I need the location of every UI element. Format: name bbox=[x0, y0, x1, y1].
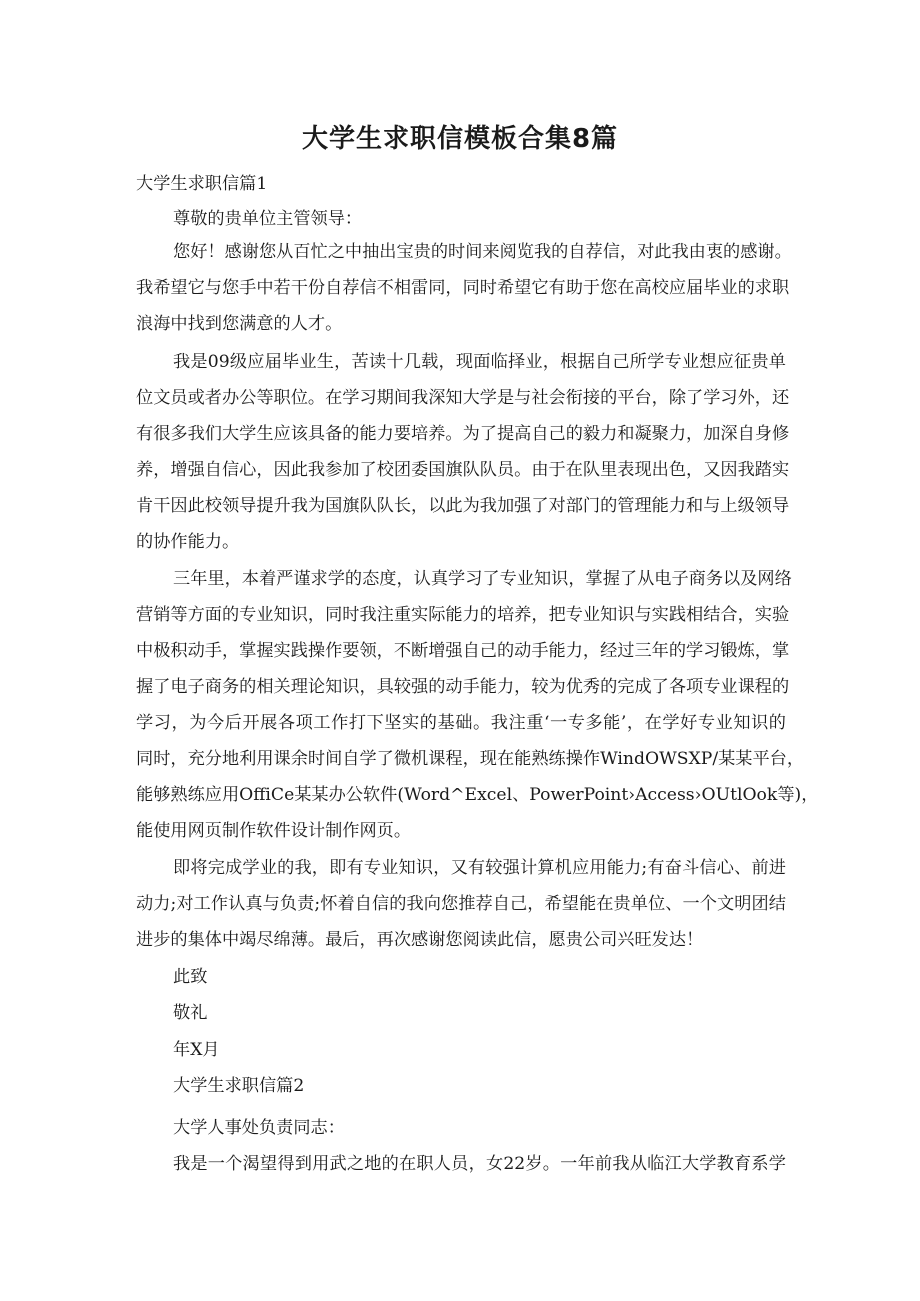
salutation-1: 尊敬的贵单位主管领导： bbox=[173, 209, 363, 229]
para3-line4: 握了电子商务的相关理论知识，具较强的动手能力，较为优秀的完成了各项专业课程的 bbox=[136, 677, 790, 697]
date-line: 年X月 bbox=[173, 1040, 220, 1060]
para2-line2: 位文员或者办公等职位。在学习期间我深知大学是与社会衔接的平台，除了学习外，还 bbox=[136, 388, 790, 408]
para1-line1: 您好！感谢您从百忙之中抽出宝贵的时间来阅览我的自荐信，对此我由衷的感谢。 bbox=[173, 242, 792, 262]
regards-line: 敬礼 bbox=[173, 1003, 208, 1023]
salutation-2: 大学人事处负责同志： bbox=[173, 1118, 345, 1138]
para3-line2: 营销等方面的专业知识，同时我注重实际能力的培养，把专业知识与实践相结合，实验 bbox=[136, 605, 790, 625]
document-title: 大学生求职信模板合集8篇 bbox=[301, 124, 619, 154]
para2-line5: 肯干因此校领导提升我为国旗队队长，以此为我加强了对部门的管理能力和与上级领导 bbox=[136, 496, 790, 516]
para4-line2: 动力;对工作认真与负责;怀着自信的我向您推荐自己，希望能在贵单位、一个文明团结 bbox=[136, 894, 786, 914]
para2-line3: 有很多我们大学生应该具备的能力要培养。为了提高自己的毅力和凝聚力，加深自身修 bbox=[136, 424, 790, 444]
para3-line6: 同时，充分地利用课余时间自学了微机课程，现在能熟练操作WindOWSXP/某某平台， bbox=[136, 749, 805, 769]
section-heading-2: 大学生求职信篇2 bbox=[173, 1076, 305, 1096]
para3-line3: 中极积动手，掌握实践操作要领，不断增强自己的动手能力，经过三年的学习锻炼，掌 bbox=[136, 641, 790, 661]
para4-line3: 进步的集体中竭尽绵薄。最后，再次感谢您阅读此信，愿贵公司兴旺发达！ bbox=[136, 930, 704, 950]
para1-line3: 浪海中找到您满意的人才。 bbox=[136, 314, 343, 334]
para1-line2: 我希望它与您手中若干份自荐信不相雷同，同时希望它有助于您在高校应届毕业的求职 bbox=[136, 278, 790, 298]
para2-line6: 的协作能力。 bbox=[136, 532, 240, 552]
para3-line8: 能使用网页制作软件设计制作网页。 bbox=[136, 821, 412, 841]
para3-line7: 能够熟练应用OffiCe某某办公软件(Word^Excel、PowerPoint›Access›OUtlOok等)， bbox=[136, 785, 819, 805]
para3-line5: 学习，为今后开展各项工作打下坚实的基础。我注重‘一专多能’，在学好专业知识的 bbox=[136, 713, 786, 733]
para2-line1: 我是09级应届毕业生，苦读十几载，现面临择业，根据自己所学专业想应征贵单 bbox=[173, 352, 786, 372]
para3-line1: 三年里，本着严谨求学的态度，认真学习了专业知识，掌握了从电子商务以及网络 bbox=[173, 569, 792, 589]
closing-line: 此致 bbox=[173, 967, 208, 987]
section-heading-1: 大学生求职信篇1 bbox=[136, 174, 268, 194]
para2-line4: 养，增强自信心，因此我参加了校团委国旗队队员。由于在队里表现出色，又因我踏实 bbox=[136, 460, 790, 480]
para4-line1: 即将完成学业的我，即有专业知识，又有较强计算机应用能力;有奋斗信心、前进 bbox=[173, 858, 786, 878]
section2-para-line1: 我是一个渴望得到用武之地的在职人员，女22岁。一年前我从临江大学教育系学 bbox=[173, 1154, 786, 1174]
